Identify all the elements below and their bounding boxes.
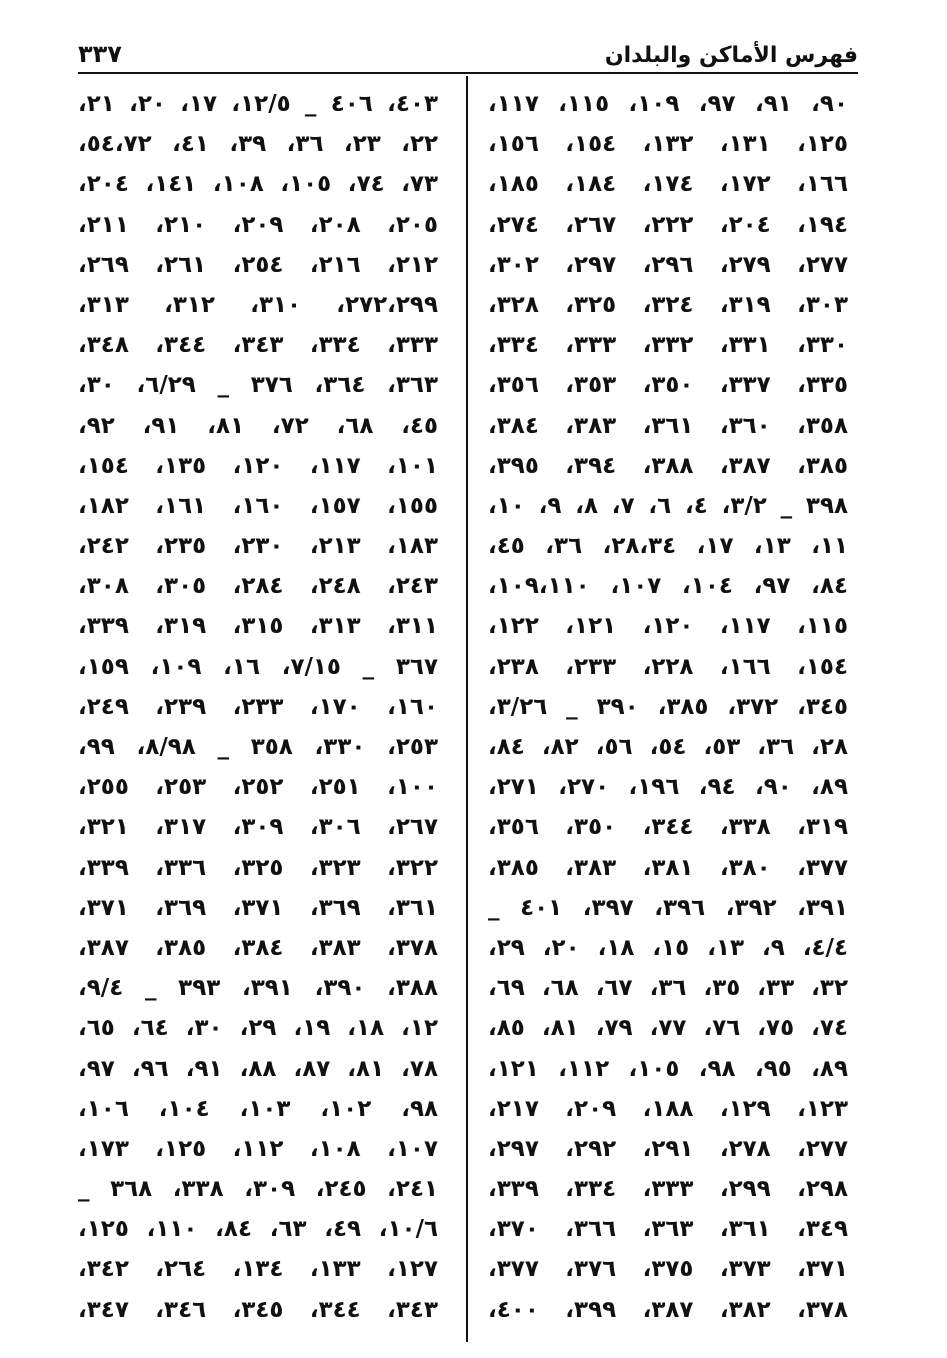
index-line: ٣١١، ٣١٣، ٣١٥، ٣١٩، ٣٣٩، (78, 613, 438, 640)
index-line: ٣٩٨ _ ٣/٢، ٤، ٦، ٧، ٨، ٩، ١٠، (488, 492, 848, 519)
index-line: ٣٣٠، ٣٣١، ٣٣٢، ٣٣٣، ٣٣٤، (488, 332, 848, 359)
index-line: ٣٨٥، ٣٨٧، ٣٨٨، ٣٩٤، ٣٩٥، (488, 452, 848, 479)
index-line: ١٢، ١٨، ١٩، ٢٩، ٣٠، ٦٤، ٦٥، (78, 1015, 438, 1042)
index-line: ١٨٣، ٢١٣، ٢٣٠، ٢٣٥، ٢٤٢، (78, 533, 438, 560)
index-line: ٤٠٣، ٤٠٦ _ ١٢/٥، ١٧، ٢٠، ٢١، (78, 91, 438, 117)
index-line: ٨٤، ٩٧، ١٠٤، ١٠٧، ١٠٩،١١٠، (488, 573, 848, 600)
index-line: ١٢٥، ١٣١، ١٣٢، ١٥٤، ١٥٦، (488, 131, 848, 158)
index-line: ٧٣، ٧٤، ١٠٥، ١٠٨، ١٤١، ٢٠٤، (78, 171, 438, 198)
index-column-right (488, 84, 848, 1330)
page-header (78, 30, 858, 74)
index-line: ١٠/٦، ٤٩، ٦٣، ٨٤، ١١٠، ١٢٥، (78, 1216, 438, 1243)
index-line: ٣٣٥، ٣٣٧، ٣٥٠، ٣٥٣، ٣٥٦، (488, 372, 848, 399)
index-line: ٤٥، ٦٨، ٧٢، ٨١، ٩١، ٩٢، (78, 412, 438, 439)
index-line: ٢٤١، ٢٤٥، ٣٠٩، ٣٣٨، ٣٦٨ _ (78, 1176, 438, 1203)
index-line: ٣٧١، ٣٧٣، ٣٧٥، ٣٧٦، ٣٧٧، (488, 1256, 848, 1283)
index-line: ٢٧٧، ٢٧٨، ٢٩١، ٢٩٢، ٢٩٧، (488, 1135, 848, 1162)
column-divider (466, 76, 468, 1342)
index-line: ١١٥، ١١٧، ١٢٠، ١٢١، ١٢٢، (488, 613, 848, 640)
index-line: ٣٢٢، ٣٢٣، ٣٢٥، ٣٣٦، ٣٣٩، (78, 854, 438, 881)
index-line: ١٥٤، ١٦٦، ٢٢٨، ٢٣٣، ٢٣٨، (488, 653, 848, 680)
index-line: ٣٦١، ٣٦٩، ٣٧١، ٣٦٩، ٣٧١، (78, 894, 438, 921)
index-line: ٩٨، ١٠٢، ١٠٣، ١٠٤، ١٠٦، (78, 1095, 438, 1122)
index-line: ٣٣٣، ٣٣٤، ٣٤٣، ٣٤٤، ٣٤٨، (78, 332, 438, 359)
index-line: ٢٦٧، ٣٠٦، ٣٠٩، ٣١٧، ٣٢١، (78, 814, 438, 841)
index-line: ٣٢، ٣٣، ٣٥، ٣٦، ٦٧، ٦٨، ٦٩، (488, 975, 848, 1002)
index-line: ٣٦٣، ٣٦٤، ٣٧٦ _ ٦/٢٩، ٣٠، (78, 372, 438, 399)
index-line: ١٢٧، ١٣٣، ١٣٤، ٢٦٤، ٣٤٢، (78, 1256, 438, 1283)
index-line: ١٠١، ١١٧، ١٢٠، ١٣٥، ١٥٤، (78, 452, 438, 479)
index-line: ٣٧٨، ٣٨٣، ٣٨٤، ٣٨٥، ٣٨٧، (78, 934, 438, 961)
index-line: ٣٧٨، ٣٨٢، ٣٨٧، ٣٩٩، ٤٠٠، (488, 1296, 848, 1323)
index-line: ٢٥٣، ٣٣٠، ٣٥٨ _ ٨/٩٨، ٩٩، (78, 734, 438, 760)
index-line: ٢١٢، ٢١٦، ٢٥٤، ٢٦١، ٢٦٩، (78, 251, 438, 278)
index-line: ٣٥٨، ٣٦٠، ٣٦١، ٣٨٣، ٣٨٤، (488, 412, 848, 439)
index-line: ٣٩١، ٣٩٢، ٣٩٦، ٣٩٧، ٤٠١ _ (488, 894, 848, 921)
index-line: ٨٩، ٩٠، ٩٤، ١٩٦، ٢٧٠، ٢٧١، (488, 774, 848, 801)
index-line: ١٢٣، ١٢٩، ١٨٨، ٢٠٩، ٢١٧، (488, 1095, 848, 1122)
index-line: ٢٤٣، ٢٤٨، ٢٨٤، ٣٠٥، ٣٠٨، (78, 573, 438, 600)
index-line: ١٦٠، ١٧٠، ٢٣٣، ٢٣٩، ٢٤٩، (78, 693, 438, 720)
index-line: ٣٤٩، ٣٦١، ٣٦٣، ٣٦٦، ٣٧٠، (488, 1216, 848, 1243)
index-line: ٨٩، ٩٥، ٩٨، ١٠٥، ١١٢، ١٢١، (488, 1055, 848, 1082)
index-line: ٢٢، ٢٣، ٣٦، ٣٩، ٤١، ٥٤،٧٢، (78, 131, 438, 158)
index-line: ٣٨٨، ٣٩٠، ٣٩١، ٣٩٣ _ ٩/٤، (78, 975, 438, 1002)
index-line: ٢٧٢،٢٩٩، ٣١٠، ٣١٢، ٣١٣، (78, 291, 438, 318)
index-line: ٢٧٧، ٢٧٩، ٢٩٦، ٢٩٧، ٣٠٢، (488, 251, 848, 278)
index-line: ١٥٥، ١٥٧، ١٦٠، ١٦١، ١٨٢، (78, 492, 438, 519)
index-line: ٣٤٥، ٣٧٢، ٣٨٥، ٣٩٠ _ ٣/٢٦، (488, 693, 848, 720)
index-line: ١١، ١٣، ١٧، ٢٨،٣٤، ٣٦، ٤٥، (488, 533, 848, 560)
index-line: ٤/٤، ٩، ١٣، ١٥، ١٨، ٢٠، ٢٩، (488, 934, 848, 961)
page-number: ٣٣٧ (78, 40, 122, 68)
index-line: ٢٩٨، ٢٩٩، ٣٣٣، ٣٣٤، ٣٣٩، (488, 1176, 848, 1203)
index-line: ١٩٤، ٢٠٤، ٢٢٢، ٢٦٧، ٢٧٤، (488, 211, 848, 238)
running-title: فهرس الأماكن والبلدان (604, 43, 858, 68)
index-line: ١٠٧، ١٠٨، ١١٢، ١٢٥، ١٧٣، (78, 1135, 438, 1162)
index-line: ٣٠٣، ٣١٩، ٣٢٤، ٣٢٥، ٣٢٨، (488, 291, 848, 318)
index-line: ٩٠، ٩١، ٩٧، ١٠٩، ١١٥، ١١٧، (488, 91, 848, 117)
index-line: ٢٨، ٣٦، ٥٣، ٥٤، ٥٦، ٨٢، ٨٤، (488, 734, 848, 760)
index-line: ٧٨، ٨١، ٨٧، ٨٨، ٩١، ٩٦، ٩٧، (78, 1055, 438, 1082)
index-column-left (78, 84, 438, 1330)
index-line: ٣٤٣، ٣٤٤، ٣٤٥، ٣٤٦، ٣٤٧، (78, 1296, 438, 1323)
index-line: ٣٦٧ _ ٧/١٥، ١٦، ١٠٩، ١٥٩، (78, 653, 438, 680)
index-line: ١٠٠، ٢٥١، ٢٥٢، ٢٥٣، ٢٥٥، (78, 774, 438, 801)
index-line: ٣١٩، ٣٣٨، ٣٤٤، ٣٥٠، ٣٥٦، (488, 814, 848, 841)
index-line: ٢٠٥، ٢٠٨، ٢٠٩، ٢١٠، ٢١١، (78, 211, 438, 238)
index-line: ١٦٦، ١٧٢، ١٧٤، ١٨٤، ١٨٥، (488, 171, 848, 198)
index-line: ٧٤، ٧٥، ٧٦، ٧٧، ٧٩، ٨١، ٨٥، (488, 1015, 848, 1042)
index-line: ٣٧٧، ٣٨٠، ٣٨١، ٣٨٣، ٣٨٥، (488, 854, 848, 881)
